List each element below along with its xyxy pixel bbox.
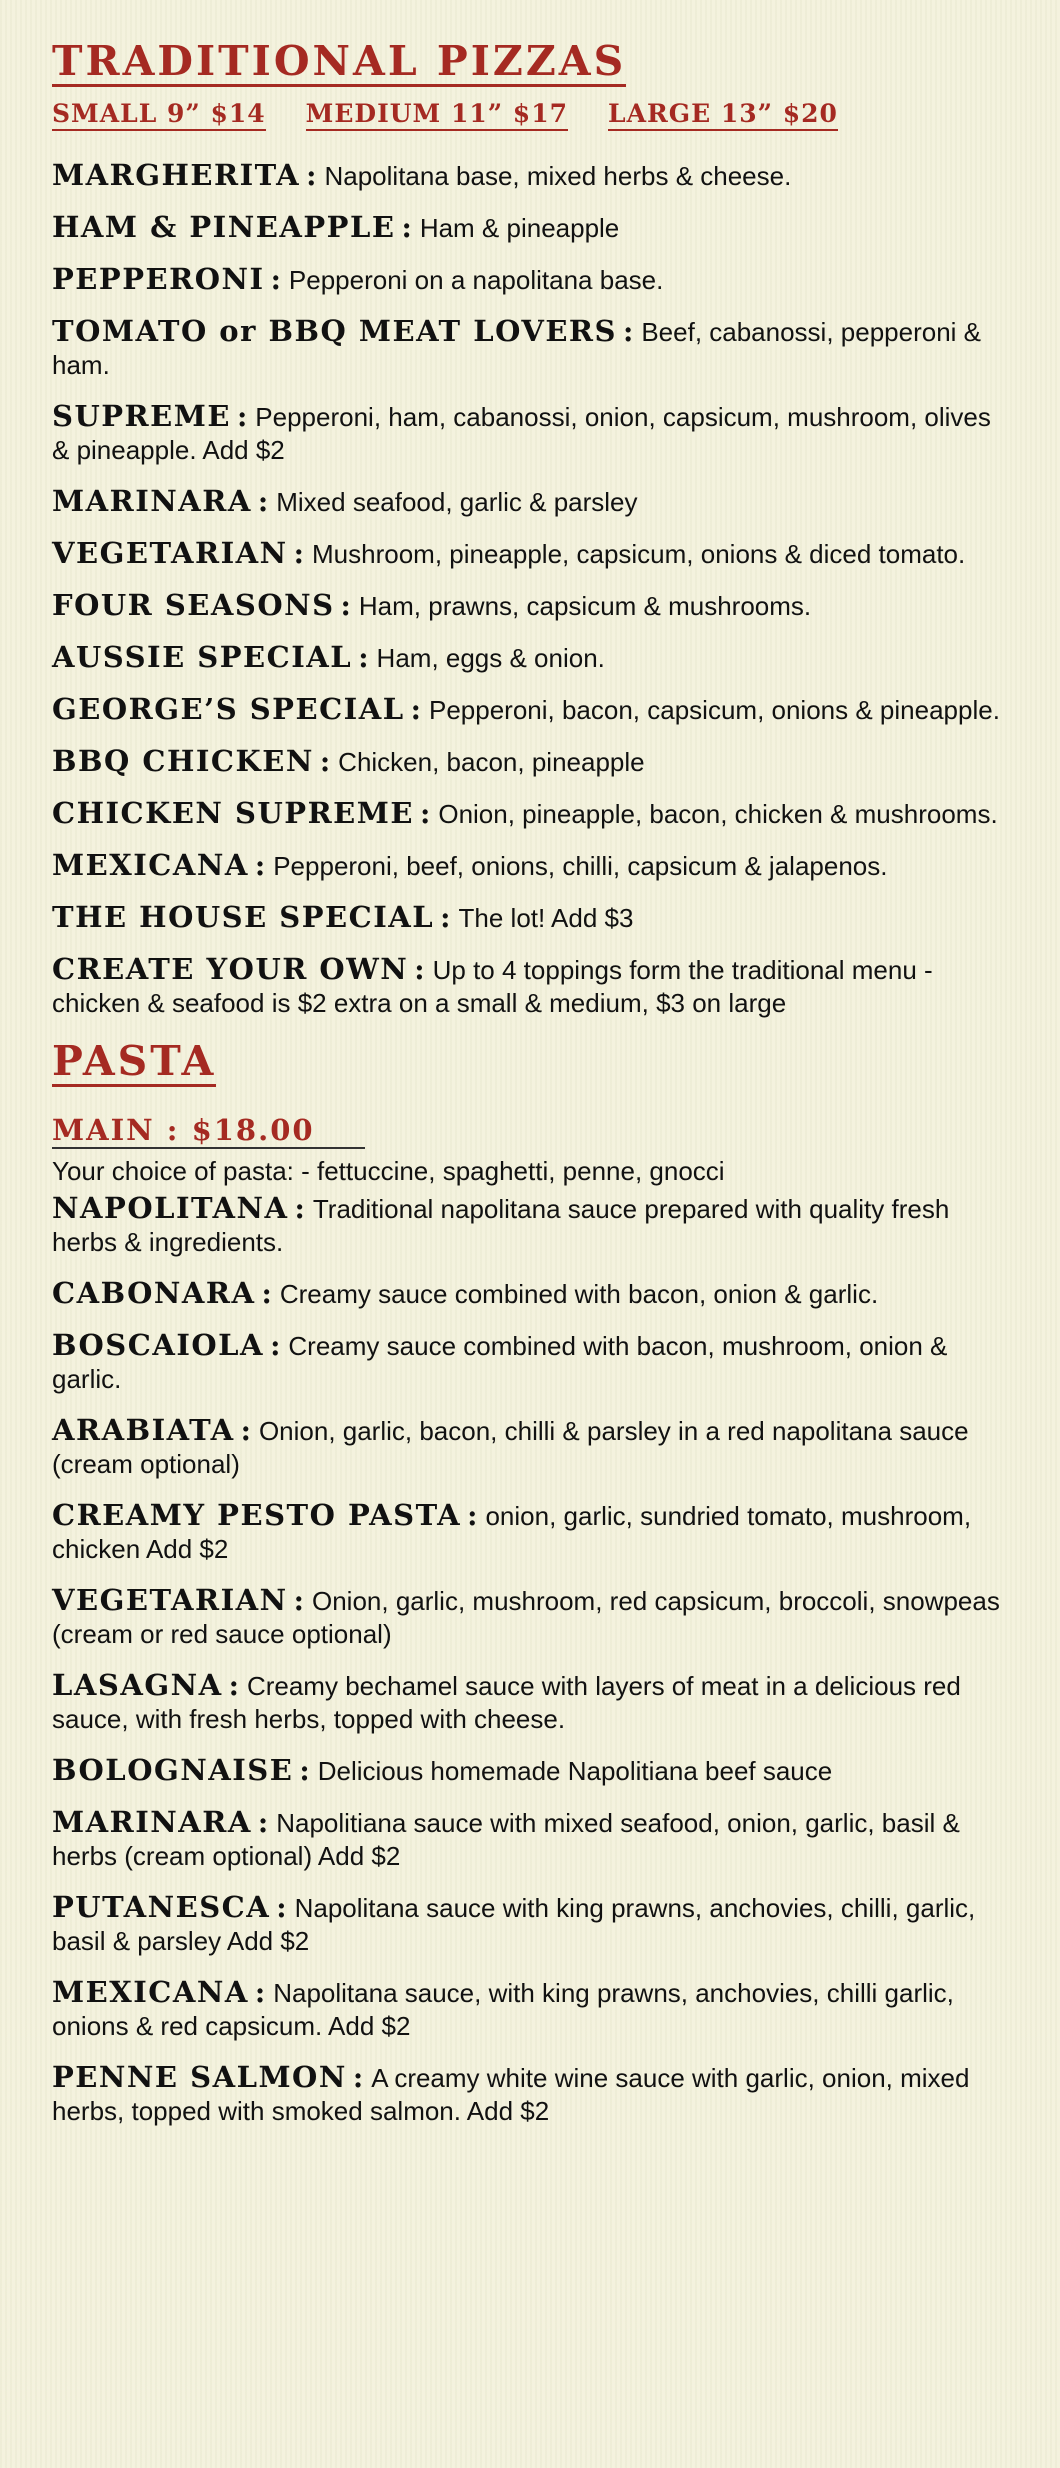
item-name: CHICKEN SUPREME: [52, 796, 414, 831]
pizza-sizes: [52, 99, 1015, 131]
item-name: MARGHERITA: [52, 158, 301, 193]
item-name: MARINARA: [52, 484, 252, 519]
item-description: Beef, cabanossi, pepperoni & ham.: [52, 317, 982, 381]
item-description: Pepperoni, ham, cabanossi, onion, capsicum, mushroom, olives & pineapple. Add $2: [52, 402, 991, 466]
item-separator: :: [401, 211, 412, 245]
item-separator: :: [257, 1806, 269, 1840]
pasta-main-price: MAIN : $18.00: [52, 1113, 365, 1149]
pizza-menu-item: [52, 693, 1015, 727]
item-description: onion, garlic, sundried tomato, mushroom, chicken Add $2: [52, 1501, 972, 1565]
item-separator: :: [270, 263, 281, 297]
pasta-menu-item: [52, 2061, 1015, 2128]
size-medium: MEDIUM 11” $17: [306, 99, 568, 131]
item-description: Napolitana sauce, with king prawns, anchovies, chilli garlic, onions & red capsicum. Add $2: [52, 1978, 954, 2042]
item-name: THE HOUSE SPECIAL: [52, 900, 435, 935]
item-description: Traditional napolitana sauce prepared with quality fresh herbs & ingredients.: [52, 1194, 950, 1258]
item-name: PEPPERONI: [52, 262, 265, 297]
item-separator: :: [358, 641, 369, 675]
pasta-menu-item: [52, 1806, 1015, 1873]
item-separator: :: [257, 485, 269, 519]
pasta-menu-item: [52, 1584, 1015, 1651]
item-separator: :: [340, 589, 351, 623]
item-name: CABONARA: [52, 1276, 256, 1311]
item-name: ARABIATA: [52, 1413, 235, 1448]
pizza-menu-item: [52, 797, 1015, 831]
item-separator: :: [254, 849, 266, 883]
pasta-menu-item: [52, 1414, 1015, 1481]
pizza-menu-item: [52, 849, 1015, 883]
item-description: Pepperoni on a napolitana base.: [288, 265, 664, 296]
item-separator: :: [270, 1329, 281, 1363]
item-description: Creamy bechamel sauce with layers of meat in a delicious red sauce, with fresh herbs, topped with cheese.: [52, 1671, 961, 1735]
pizza-menu-item: [52, 953, 1015, 1020]
item-separator: :: [293, 1584, 304, 1618]
pasta-menu-item: [52, 1329, 1015, 1396]
pizza-menu-item: [52, 159, 1015, 193]
item-separator: :: [236, 400, 248, 434]
size-large: LARGE 13” $20: [608, 99, 838, 131]
item-description: Onion, pineapple, bacon, chicken & mushrooms.: [438, 799, 998, 830]
item-name: TOMATO or BBQ MEAT LOVERS: [52, 314, 617, 349]
item-name: BBQ CHICKEN: [52, 744, 314, 779]
item-name: CREAMY PESTO PASTA: [52, 1498, 462, 1533]
item-description: Mushroom, pineapple, capsicum, onions & diced tomato.: [312, 539, 966, 570]
item-name: CREATE YOUR OWN: [52, 952, 409, 987]
item-description: Ham, prawns, capsicum & mushrooms.: [358, 591, 812, 622]
pizza-menu-item: [52, 485, 1015, 519]
item-name: GEORGE’S SPECIAL: [52, 692, 405, 727]
pasta-menu-item: [52, 1754, 1015, 1788]
item-name: MEXICANA: [52, 848, 249, 883]
item-name: SUPREME: [52, 399, 231, 434]
item-separator: :: [294, 1192, 305, 1226]
item-description: Onion, garlic, bacon, chilli & parsley in a red napolitana sauce (cream optional): [52, 1416, 969, 1480]
item-separator: :: [228, 1669, 239, 1703]
item-separator: :: [420, 797, 431, 831]
pasta-menu-item: [52, 1192, 1015, 1259]
pizza-menu-item: [52, 263, 1015, 297]
item-name: BOLOGNAISE: [52, 1753, 294, 1788]
item-description: Ham, eggs & onion.: [376, 643, 605, 674]
item-name: PENNE SALMON: [52, 2060, 347, 2095]
item-description: Onion, garlic, mushroom, red capsicum, broccoli, snowpeas (cream or red sauce optional): [52, 1586, 1000, 1650]
item-description: Creamy sauce combined with bacon, onion & garlic.: [279, 1279, 879, 1310]
item-separator: :: [622, 315, 634, 349]
item-separator: :: [240, 1414, 251, 1448]
pasta-list: [52, 1192, 1015, 2128]
item-name: AUSSIE SPECIAL: [52, 640, 353, 675]
item-description: Mixed seafood, garlic & parsley: [276, 487, 638, 518]
item-separator: :: [261, 1277, 272, 1311]
pizza-menu-item: [52, 211, 1015, 245]
item-separator: :: [467, 1499, 478, 1533]
item-name: LASAGNA: [52, 1668, 223, 1703]
item-separator: :: [440, 901, 451, 935]
size-small: SMALL 9” $14: [52, 99, 266, 131]
pasta-menu-item: [52, 1669, 1015, 1736]
item-separator: :: [306, 159, 317, 193]
item-separator: :: [254, 1976, 266, 2010]
item-separator: :: [414, 953, 425, 987]
item-description: Chicken, bacon, pineapple: [338, 747, 645, 778]
item-separator: :: [352, 2061, 364, 2095]
pasta-menu-item: [52, 1277, 1015, 1311]
pasta-menu-item: [52, 1891, 1015, 1958]
item-name: VEGETARIAN: [52, 1583, 288, 1618]
item-name: FOUR SEASONS: [52, 588, 335, 623]
pizza-menu-item: [52, 537, 1015, 571]
pasta-menu-item: [52, 1499, 1015, 1566]
pizza-menu-item: [52, 641, 1015, 675]
item-description: Napolitiana sauce with mixed seafood, onion, garlic, basil & herbs (cream optional) Add $2: [52, 1808, 960, 1872]
pasta-section-title: PASTA: [52, 1040, 216, 1087]
pizza-menu-item: [52, 745, 1015, 779]
item-description: Pepperoni, beef, onions, chilli, capsicum & jalapenos.: [273, 851, 888, 882]
item-separator: :: [299, 1754, 310, 1788]
item-name: VEGETARIAN: [52, 536, 288, 571]
pizza-list: [52, 159, 1015, 1020]
item-separator: :: [410, 693, 421, 727]
item-separator: :: [276, 1891, 287, 1925]
item-name: PUTANESCA: [52, 1890, 271, 1925]
item-name: BOSCAIOLA: [52, 1328, 265, 1363]
pasta-choice: Your choice of pasta: - fettuccine, spaghetti, penne, gnocci: [52, 1156, 725, 1187]
item-description: Up to 4 toppings form the traditional menu - chicken & seafood is $2 extra on a small & medium, $3 on large: [52, 955, 933, 1019]
item-name: NAPOLITANA: [52, 1191, 289, 1226]
item-description: Creamy sauce combined with bacon, mushroom, onion & garlic.: [52, 1331, 948, 1395]
item-separator: :: [319, 745, 331, 779]
item-description: Napolitana base, mixed herbs & cheese.: [324, 161, 792, 192]
item-separator: :: [293, 537, 304, 571]
item-name: HAM & PINEAPPLE: [52, 210, 396, 245]
item-description: The lot! Add $3: [458, 903, 634, 934]
pasta-menu-item: [52, 1976, 1015, 2043]
item-description: A creamy white wine sauce with garlic, onion, mixed herbs, topped with smoked salmon. Add $2: [52, 2063, 970, 2127]
item-description: Ham & pineapple: [419, 213, 620, 244]
item-description: Napolitana sauce with king prawns, anchovies, chilli, garlic, basil & parsley Add $2: [52, 1893, 976, 1957]
pizzas-section-title: TRADITIONAL PIZZAS: [52, 40, 626, 87]
pizza-menu-item: [52, 315, 1015, 382]
item-name: MARINARA: [52, 1805, 252, 1840]
item-description: Delicious homemade Napolitiana beef sauce: [317, 1756, 833, 1787]
item-description: Pepperoni, bacon, capsicum, onions & pineapple.: [428, 695, 1000, 726]
pizza-menu-item: [52, 589, 1015, 623]
pizza-menu-item: [52, 901, 1015, 935]
pizza-menu-item: [52, 400, 1015, 467]
item-name: MEXICANA: [52, 1975, 249, 2010]
